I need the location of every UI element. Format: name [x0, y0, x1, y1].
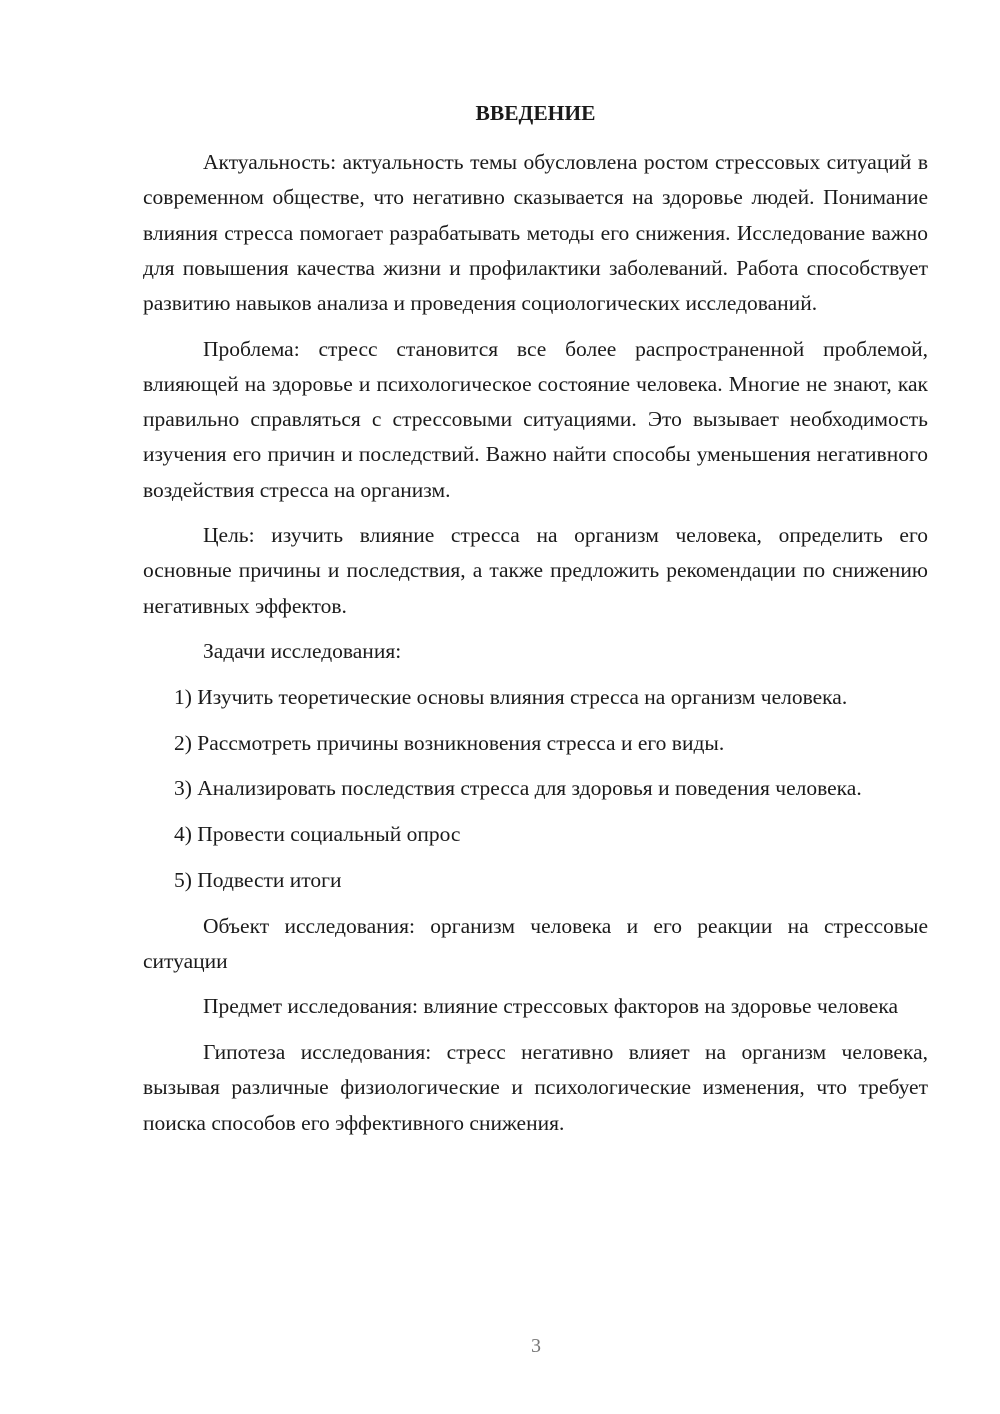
- task-item-4: 4) Провести социальный опрос: [174, 822, 461, 847]
- page-number: 3: [531, 1335, 541, 1357]
- task-item-5: 5) Подвести итоги: [174, 867, 342, 892]
- paragraph-subject: Предмет исследования: влияние стрессовых факторов на здоровье человека: [203, 994, 899, 1019]
- task-item-3: 3) Анализировать последствия стресса для здоровья и поведения человека.: [174, 776, 862, 801]
- paragraph-object: Объект исследования: организм человека и его реакции на стрессовые ситуации: [143, 913, 928, 973]
- paragraph-goal: Цель: изучить влияние стресса на организм человека, определить его основные причины и последствия, а также предложить рекомендации по снижению негативных эффектов.: [143, 523, 928, 618]
- section-title: ВВЕДЕНИЕ: [475, 101, 596, 125]
- paragraph-tasks-heading: Задачи исследования:: [203, 639, 402, 664]
- task-item-1: 1) Изучить теоретические основы влияния стресса на организм человека.: [174, 685, 848, 710]
- paragraph-problem: Проблема: стресс становится все более распространенной проблемой, влияющей на здоровье и психологическое состояние человека. Многие не знают, как правильно справляться с стрессовыми ситуациями. Это вызывает необходимость изучения его причин и последствий. Важно найти способы уменьшения негативного воздействия стресса на организм.: [143, 336, 928, 502]
- paragraph-relevance: Актуальность: актуальность темы обусловлена ростом стрессовых ситуаций в современном обществе, что негативно сказывается на здоровье людей. Понимание влияния стресса помогает разрабатывать методы его снижения. Исследование важно для повышения качества жизни и профилактики заболеваний. Работа способствует развитию навыков анализа и проведения социологических исследований.: [143, 150, 928, 316]
- paragraph-hypothesis: Гипотеза исследования: стресс негативно влияет на организм человека, вызывая различные физиологические и психологические изменения, что требует поиска способов его эффективного снижения.: [143, 1040, 928, 1135]
- document-page: [143, 96, 928, 1151]
- task-item-2: 2) Рассмотреть причины возникновения стресса и его виды.: [174, 730, 725, 755]
